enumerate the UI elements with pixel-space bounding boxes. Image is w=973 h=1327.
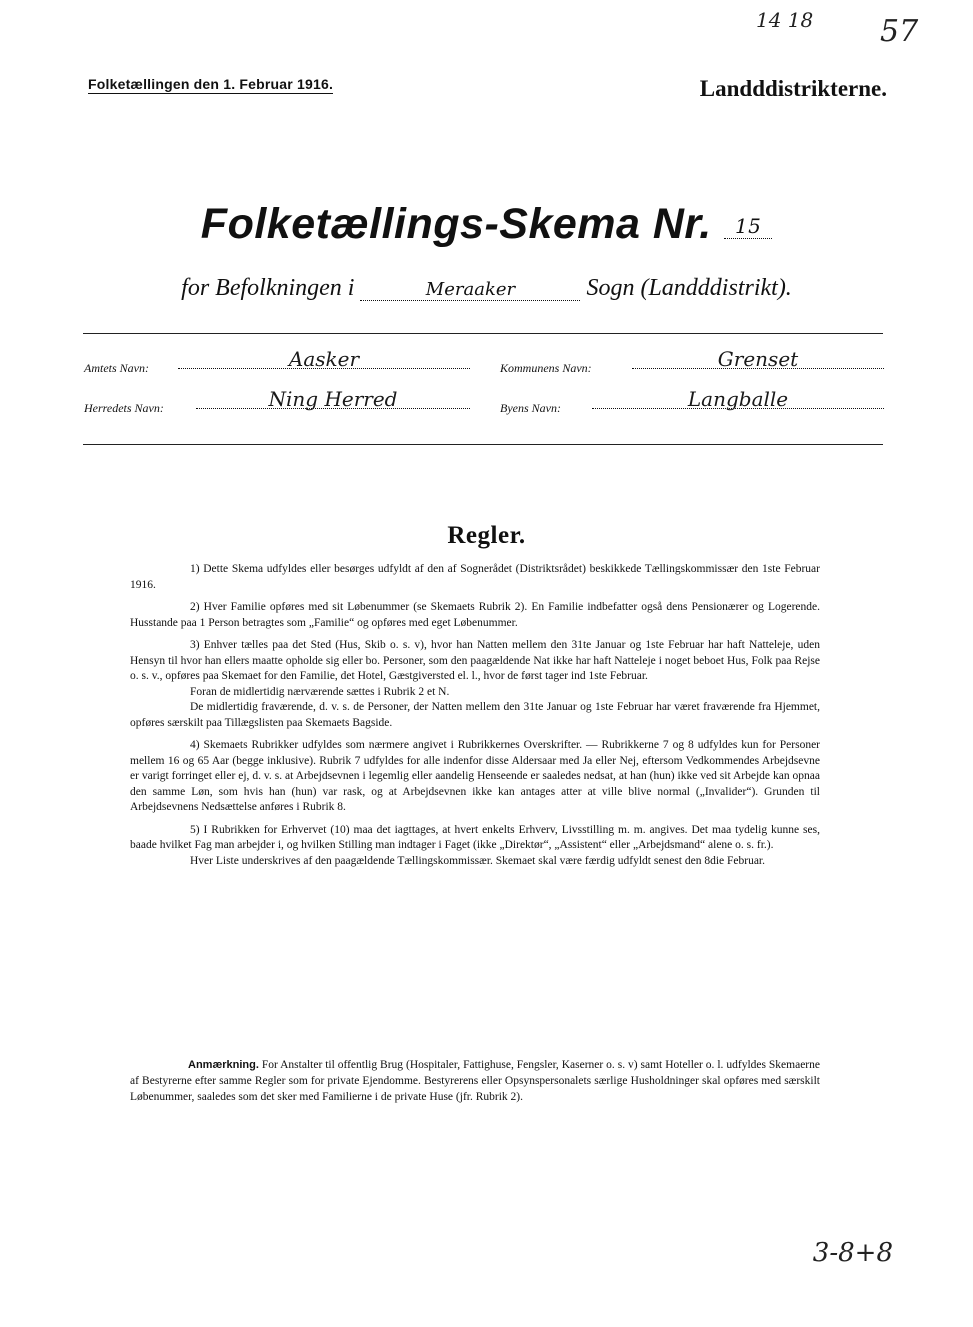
bottom-rule xyxy=(83,444,883,445)
rule-item: 4) Skemaets Rubrikker udfyldes som nærmere angivet i Rubrikkernes Overskrifter. — Rubrikkerne 7 og 8 udfyldes kun for Personer mellem 16 og 65 Aar (begge inklusive). Rubrik 7 udfyldes for alle indenfor disse Aldersaar med Ja eller Nej, eftersom Vedkommendes Arbejdsevne er varigt forringet eller ej, d. v. s. at Arbejdsevnen i legemlig eller aandelig Henseende er saaledes nedsat, at han (hun) ikke ved sit Arbejde kan opnaa den samme Løn, som hvis han (hun) var rask, og at Arbejdsevnen ikke kan antages atter at ville blive normal („Invalider“). Grunden til Arbejdsevnens Nedsættelse anføres i Rubrik 8. xyxy=(130,739,820,813)
form-title xyxy=(0,200,973,249)
form-title-text: Folketællings-Skema Nr. xyxy=(200,200,712,248)
amt-value: Aasker xyxy=(178,350,470,369)
census-date-heading: Folketællingen den 1. Februar 1916. xyxy=(88,76,334,92)
subtitle-suffix: Sogn (Landddistrikt). xyxy=(586,275,792,301)
kommune-label: Kommunens Navn: xyxy=(500,361,592,375)
rule-item: 2) Hver Familie opføres med sit Løbenummer (se Skemaets Rubrik 2). En Familie indbefatter også dens Pensionærer og Logerende. Husstande paa 1 Person betragtes som „Familie“ og opføres med eget Løbenummer. xyxy=(130,601,820,629)
rule-item: Foran de midlertidig nærværende sættes i Rubrik 2 et N. xyxy=(190,685,450,698)
rules-body xyxy=(130,562,820,876)
by-label: Byens Navn: xyxy=(500,401,561,415)
rule-item: Hver Liste underskrives af den paagældende Tællingskommissær. Skemaet skal være færdig udfyldt senest den 8die Februar. xyxy=(190,854,765,867)
archive-mark: 14 18 xyxy=(756,8,814,32)
rule-item: 3) Enhver tælles paa det Sted (Hus, Skib o. s. v), hvor han Natten mellem den 31te Januar og 1ste Februar har haft Natteleje, uden Hensyn til hvor han ellers maatte opholde sig eller bo. Personer, som den paagældende Nat ikke har haft Natteleje i noget beboet Hus, Folk paa Rejse o. s. v., opføres paa Skemaet for den Familie, det Hotel, Gæstgiversted el. l., hvor de først tager ind 1ste Februar. xyxy=(130,639,820,682)
rule-item: 5) I Rubrikken for Erhvervet (10) maa det iagttages, at hvert enkelts Erhverv, Livsstilling m. m. angives. Det maa tydelig kunne ses, baade hvilket Fag man arbejder i, og hvilken Stilling man indtager i Faget (ikke „Direktør“, „Assistent“ eller „Arbejdsmand“ alene o. s. fr.). xyxy=(130,823,820,851)
amt-label: Amtets Navn: xyxy=(84,361,149,375)
rule-item: De midlertidig fraværende, d. v. s. de Personer, der Natten mellem den 31te Januar og 1ste Februar har været fraværende fra Hjemmet, opføres særskilt paa Tillægslisten paa Skemaets Bagside. xyxy=(130,701,820,729)
note-text: For Anstalter til offentlig Brug (Hospitaler, Fattighuse, Fengsler, Kaserner o. s. v) samt Hoteller o. l. udfyldes Skemaerne af Bestyrerne efter samme Regler som for private Ejendomme. Bestyrerens eller Opsynspersonalets særlige Husholdninger skal opføres med særskilt Løbenummer, saaledes som det sker med Familierne i de private Huse (jfr. Rubrik 2). xyxy=(130,1059,820,1103)
note-label: Anmærkning. xyxy=(188,1059,259,1071)
top-rule xyxy=(83,333,883,334)
by-value: Langballe xyxy=(592,390,884,409)
herred-value: Ning Herred xyxy=(196,390,470,409)
rules-heading: Regler. xyxy=(447,522,526,549)
note-paragraph xyxy=(130,1057,820,1105)
page-number: 57 xyxy=(880,14,919,49)
district-type-heading: Landddistrikterne. xyxy=(699,76,887,101)
kommune-value: Grenset xyxy=(632,350,884,369)
herred-label: Herredets Navn: xyxy=(84,401,164,415)
parish-name: Meraaker xyxy=(360,279,580,301)
form-subtitle xyxy=(0,275,973,302)
bottom-handwritten-note: 3-8+8 xyxy=(812,1238,893,1268)
subtitle-prefix: for Befolkningen i xyxy=(181,275,355,301)
form-number: 15 xyxy=(724,214,772,239)
rule-item: 1) Dette Skema udfyldes eller besørges udfyldt af den af Sognerådet (Distriktsrådet) beskikkede Tællingskommissær den 1ste Februar 1916. xyxy=(130,563,820,591)
